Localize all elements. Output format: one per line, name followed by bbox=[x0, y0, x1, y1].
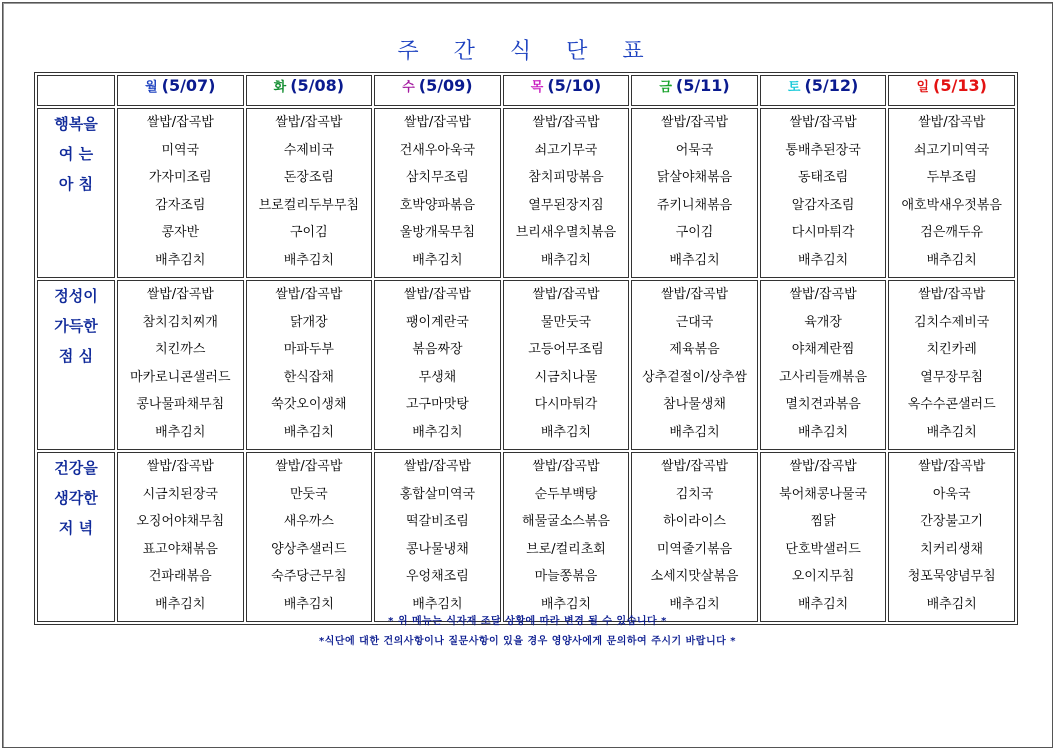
menu-item: 감자조림 bbox=[155, 197, 206, 213]
menu-item: 배추김치 bbox=[283, 424, 334, 440]
day-icon-sun: 일 bbox=[916, 80, 930, 95]
notice-change: * 위 메뉴는 식자재 조달 상황에 따라 변경 될 수 있습니다 * bbox=[388, 616, 667, 627]
menu-cell bbox=[760, 452, 887, 622]
menu-item-list bbox=[118, 281, 243, 449]
menu-cell bbox=[760, 280, 887, 450]
menu-item: 동태조림 bbox=[797, 170, 849, 185]
menu-item: 쥬키니채볶음 bbox=[656, 197, 733, 213]
menu-item: 시금치된장국 bbox=[142, 486, 218, 502]
menu-item: 쌀밥/잡곡밥 bbox=[789, 287, 857, 302]
menu-item: 쇠고기무국 bbox=[534, 142, 598, 158]
menu-item: 고등어무조림 bbox=[528, 342, 604, 357]
notice-contact: *식단에 대한 건의사항이나 질문사항이 있을 경우 영양사에게 문의하여 주시기 바랍니다 * bbox=[318, 636, 737, 647]
menu-item: 한식잡채 bbox=[283, 369, 334, 385]
menu-item: 참치피망볶음 bbox=[528, 170, 604, 185]
menu-item: 고구마맛탕 bbox=[406, 397, 469, 412]
menu-item: 단호박샐러드 bbox=[785, 541, 861, 557]
menu-cell bbox=[631, 452, 758, 622]
menu-item: 마카로니콘샐러드 bbox=[130, 369, 231, 385]
meal-row-lunch bbox=[37, 280, 1015, 450]
menu-item: 쌀밥/잡곡밥 bbox=[275, 459, 343, 474]
menu-item: 배추김치 bbox=[669, 252, 720, 268]
menu-cell bbox=[888, 280, 1015, 450]
menu-item: 야채계란찜 bbox=[791, 342, 855, 357]
menu-item: 배추김치 bbox=[155, 424, 206, 440]
menu-cell bbox=[117, 280, 244, 450]
page-title: 주 간 식 단 표 bbox=[397, 39, 658, 64]
menu-item: 배추김치 bbox=[283, 252, 334, 268]
day-date-sun: (5/13) bbox=[933, 76, 987, 95]
menu-item: 두부조림 bbox=[926, 170, 977, 185]
menu-item: 해물굴소스볶음 bbox=[522, 514, 610, 529]
day-icon-sat: 토 bbox=[787, 80, 801, 95]
menu-item-list bbox=[247, 109, 372, 277]
menu-item: 오징어야채무침 bbox=[136, 514, 225, 529]
menu-cell bbox=[503, 108, 630, 278]
day-header-wed bbox=[374, 75, 501, 106]
meal-label-breakfast bbox=[37, 108, 115, 278]
menu-item: 쌀밥/잡곡밥 bbox=[918, 459, 986, 474]
day-date-wed: (5/09) bbox=[418, 76, 473, 95]
meal-label-line: 여 는 bbox=[58, 145, 94, 163]
menu-item: 다시마튀각 bbox=[534, 397, 598, 412]
menu-item: 표고야채볶음 bbox=[142, 541, 218, 557]
menu-item: 배추김치 bbox=[155, 252, 206, 268]
menu-item: 치커리생채 bbox=[920, 541, 984, 557]
menu-item: 닭개장 bbox=[290, 314, 328, 330]
meal-label-line: 점 심 bbox=[58, 347, 94, 365]
menu-item-list bbox=[118, 453, 243, 621]
menu-item: 김치수제비국 bbox=[914, 314, 990, 330]
menu-item: 알감자조림 bbox=[791, 197, 855, 213]
menu-cell bbox=[631, 108, 758, 278]
menu-item: 삼치무조림 bbox=[406, 170, 469, 185]
menu-item: 배추김치 bbox=[283, 596, 334, 612]
menu-item: 시금치나물 bbox=[534, 369, 598, 385]
menu-item: 떡갈비조림 bbox=[406, 514, 469, 529]
menu-item: 참나물생채 bbox=[663, 397, 726, 412]
day-icon-tue: 화 bbox=[273, 80, 287, 95]
menu-item: 쌀밥/잡곡밥 bbox=[532, 115, 600, 130]
menu-item: 쌀밥/잡곡밥 bbox=[275, 115, 343, 130]
menu-item: 간장불고기 bbox=[920, 514, 984, 529]
day-header-sun bbox=[888, 75, 1015, 106]
day-icon-mon: 월 bbox=[145, 80, 158, 95]
menu-item: 북어채콩나물국 bbox=[779, 486, 868, 502]
menu-item: 배추김치 bbox=[155, 596, 206, 612]
menu-item: 마파두부 bbox=[283, 342, 334, 357]
menu-item: 구이김 bbox=[675, 225, 714, 240]
menu-cell bbox=[760, 108, 887, 278]
menu-item: 검은깨두유 bbox=[920, 225, 984, 240]
day-icon-fri: 금 bbox=[659, 80, 672, 95]
menu-item: 가자미조림 bbox=[148, 170, 212, 185]
menu-item-list bbox=[504, 281, 629, 449]
menu-cell bbox=[503, 280, 630, 450]
menu-item: 다시마튀각 bbox=[791, 225, 855, 240]
menu-item: 애호박새우젓볶음 bbox=[901, 197, 1002, 213]
menu-item: 배추김치 bbox=[926, 596, 977, 612]
menu-item: 소세지맛살볶음 bbox=[650, 569, 739, 584]
menu-item: 콩나물파채무침 bbox=[136, 397, 225, 412]
menu-item: 쌀밥/잡곡밥 bbox=[275, 287, 343, 302]
menu-item: 양상추샐러드 bbox=[271, 541, 347, 557]
menu-cell bbox=[503, 452, 630, 622]
menu-cell bbox=[246, 452, 373, 622]
menu-item: 청포묵양념무침 bbox=[907, 569, 996, 584]
menu-item: 건파래볶음 bbox=[148, 569, 212, 584]
menu-cell bbox=[888, 452, 1015, 622]
menu-item: 쑥갓오이생채 bbox=[271, 397, 347, 412]
menu-item: 배추김치 bbox=[412, 252, 463, 268]
menu-item: 상추겉절이/상추쌈 bbox=[642, 369, 747, 385]
menu-item: 열무장무침 bbox=[920, 369, 984, 385]
menu-item: 쌀밥/잡곡밥 bbox=[532, 459, 600, 474]
meal-label-line: 아 침 bbox=[58, 175, 94, 193]
menu-item: 배추김치 bbox=[540, 596, 592, 612]
menu-item: 배추김치 bbox=[926, 424, 977, 440]
menu-item-list bbox=[375, 109, 500, 277]
menu-item: 쌀밥/잡곡밥 bbox=[146, 459, 214, 474]
menu-item: 우엉채조림 bbox=[406, 569, 469, 584]
menu-item: 배추김치 bbox=[797, 424, 849, 440]
menu-item: 쌀밥/잡곡밥 bbox=[789, 459, 857, 474]
menu-item: 쌀밥/잡곡밥 bbox=[403, 115, 471, 130]
menu-item: 쌀밥/잡곡밥 bbox=[532, 287, 600, 302]
menu-item-list bbox=[889, 453, 1014, 621]
menu-item: 배추김치 bbox=[412, 424, 463, 440]
menu-cell bbox=[374, 280, 501, 450]
meal-label-lunch bbox=[37, 280, 115, 450]
menu-item: 배추김치 bbox=[797, 252, 849, 268]
menu-item: 쌀밥/잡곡밥 bbox=[660, 115, 729, 130]
day-icon-wed: 수 bbox=[402, 80, 415, 95]
menu-item: 참치김치찌개 bbox=[142, 314, 218, 330]
menu-item: 근대국 bbox=[675, 314, 714, 330]
menu-item: 배추김치 bbox=[540, 424, 592, 440]
meal-label-line: 저 녁 bbox=[58, 519, 94, 537]
menu-item-list bbox=[118, 109, 243, 277]
menu-item: 숙주당근무침 bbox=[271, 569, 347, 584]
menu-item: 어묵국 bbox=[675, 142, 714, 158]
day-header-thu bbox=[503, 75, 630, 106]
menu-item: 멸치견과볶음 bbox=[785, 397, 861, 412]
menu-item-list bbox=[247, 453, 372, 621]
menu-item-list bbox=[375, 281, 500, 449]
menu-item: 새우까스 bbox=[283, 514, 334, 529]
menu-cell bbox=[246, 280, 373, 450]
day-date-fri: (5/11) bbox=[675, 76, 730, 95]
menu-item-list bbox=[632, 453, 757, 621]
menu-item: 배추김치 bbox=[540, 252, 592, 268]
menu-item-list bbox=[761, 453, 886, 621]
menu-item: 치킨카레 bbox=[926, 342, 977, 357]
meal-label-line: 건강을 bbox=[54, 459, 98, 477]
menu-item: 쌀밥/잡곡밥 bbox=[403, 287, 471, 302]
day-header-sat bbox=[760, 75, 887, 106]
menu-item: 무생채 bbox=[418, 369, 457, 385]
menu-item: 배추김치 bbox=[669, 596, 720, 612]
menu-item: 돈장조림 bbox=[283, 170, 334, 185]
meal-label-line: 행복을 bbox=[54, 115, 98, 133]
menu-item: 옥수수콘샐러드 bbox=[907, 397, 996, 412]
day-header-tue bbox=[246, 75, 373, 106]
menu-body bbox=[37, 108, 1015, 622]
menu-item: 김치국 bbox=[675, 486, 714, 502]
menu-item: 쌀밥/잡곡밥 bbox=[146, 287, 214, 302]
menu-item: 쌀밥/잡곡밥 bbox=[660, 287, 729, 302]
menu-item: 쌀밥/잡곡밥 bbox=[918, 115, 986, 130]
menu-item: 홍합살미역국 bbox=[399, 486, 476, 502]
menu-item: 배추김치 bbox=[412, 596, 463, 612]
menu-cell bbox=[246, 108, 373, 278]
menu-item: 건새우아욱국 bbox=[399, 142, 476, 158]
menu-cell bbox=[117, 452, 244, 622]
menu-item: 브리새우멸치볶음 bbox=[515, 225, 617, 240]
menu-item: 통배추된장국 bbox=[785, 142, 861, 158]
menu-item: 마늘쫑볶음 bbox=[534, 569, 598, 584]
menu-item: 고사리들깨볶음 bbox=[779, 369, 868, 385]
menu-item: 배추김치 bbox=[926, 252, 977, 268]
menu-item: 볶음짜장 bbox=[412, 342, 463, 357]
menu-item: 쌀밥/잡곡밥 bbox=[789, 115, 857, 130]
menu-item: 미역줄기볶음 bbox=[656, 541, 733, 557]
menu-item-list bbox=[632, 281, 757, 449]
day-date-thu: (5/10) bbox=[547, 76, 602, 95]
menu-cell bbox=[374, 452, 501, 622]
menu-item: 순두부백탕 bbox=[534, 486, 598, 502]
header-row bbox=[37, 75, 1015, 106]
menu-cell bbox=[888, 108, 1015, 278]
menu-item: 배추김치 bbox=[669, 424, 720, 440]
day-header-mon bbox=[117, 75, 244, 106]
meal-label-line: 가득한 bbox=[54, 317, 98, 335]
menu-item-list bbox=[761, 109, 886, 277]
menu-item: 콩나물냉채 bbox=[406, 541, 469, 557]
menu-item-list bbox=[632, 109, 757, 277]
menu-cell bbox=[631, 280, 758, 450]
menu-item: 배추김치 bbox=[797, 596, 849, 612]
menu-item: 육개장 bbox=[804, 314, 842, 330]
menu-item: 아욱국 bbox=[932, 486, 971, 502]
menu-item: 수제비국 bbox=[283, 142, 334, 158]
menu-item: 쌀밥/잡곡밥 bbox=[146, 115, 214, 130]
day-date-tue: (5/08) bbox=[290, 76, 345, 95]
meal-label-line: 생각한 bbox=[54, 489, 98, 507]
menu-item: 치킨까스 bbox=[155, 342, 206, 357]
meal-row-breakfast bbox=[37, 108, 1015, 278]
menu-item-list bbox=[761, 281, 886, 449]
menu-item: 브로컬리두부무침 bbox=[258, 197, 360, 213]
menu-item-list bbox=[247, 281, 372, 449]
day-icon-thu: 목 bbox=[530, 80, 544, 95]
menu-item: 울방개묵무침 bbox=[399, 225, 476, 240]
menu-item: 찜닭 bbox=[810, 514, 836, 529]
menu-cell bbox=[374, 108, 501, 278]
menu-item-list bbox=[375, 453, 500, 621]
menu-item-list bbox=[889, 281, 1014, 449]
menu-item: 브로/컬리초회 bbox=[526, 541, 606, 557]
menu-item: 쌀밥/잡곡밥 bbox=[403, 459, 471, 474]
meal-label-line: 정성이 bbox=[54, 287, 98, 305]
menu-item: 미역국 bbox=[161, 142, 200, 158]
menu-item-list bbox=[504, 109, 629, 277]
menu-item: 콩자반 bbox=[161, 225, 200, 240]
menu-item-list bbox=[889, 109, 1014, 277]
corner-cell bbox=[37, 75, 115, 106]
menu-item: 쇠고기미역국 bbox=[914, 142, 990, 158]
menu-item: 만둣국 bbox=[290, 486, 328, 502]
meal-row-dinner bbox=[37, 452, 1015, 622]
menu-item: 호박양파볶음 bbox=[399, 197, 476, 213]
day-date-mon: (5/07) bbox=[161, 76, 216, 95]
menu-cell bbox=[117, 108, 244, 278]
weekly-menu-table bbox=[34, 72, 1018, 625]
menu-item: 하이라이스 bbox=[663, 514, 726, 529]
menu-item: 열무된장지짐 bbox=[528, 197, 604, 213]
menu-item-list bbox=[504, 453, 629, 621]
menu-item: 팽이계란국 bbox=[406, 314, 469, 330]
day-date-sat: (5/12) bbox=[804, 76, 859, 95]
day-header-fri bbox=[631, 75, 758, 106]
menu-item: 구이김 bbox=[290, 225, 328, 240]
menu-item: 제육볶음 bbox=[669, 342, 720, 357]
menu-item: 쌀밥/잡곡밥 bbox=[918, 287, 986, 302]
meal-label-dinner bbox=[37, 452, 115, 622]
menu-item: 쌀밥/잡곡밥 bbox=[660, 459, 729, 474]
menu-item: 물만둣국 bbox=[540, 314, 592, 330]
menu-item: 닭살야채볶음 bbox=[656, 170, 733, 185]
menu-item: 오이지무침 bbox=[791, 569, 855, 584]
